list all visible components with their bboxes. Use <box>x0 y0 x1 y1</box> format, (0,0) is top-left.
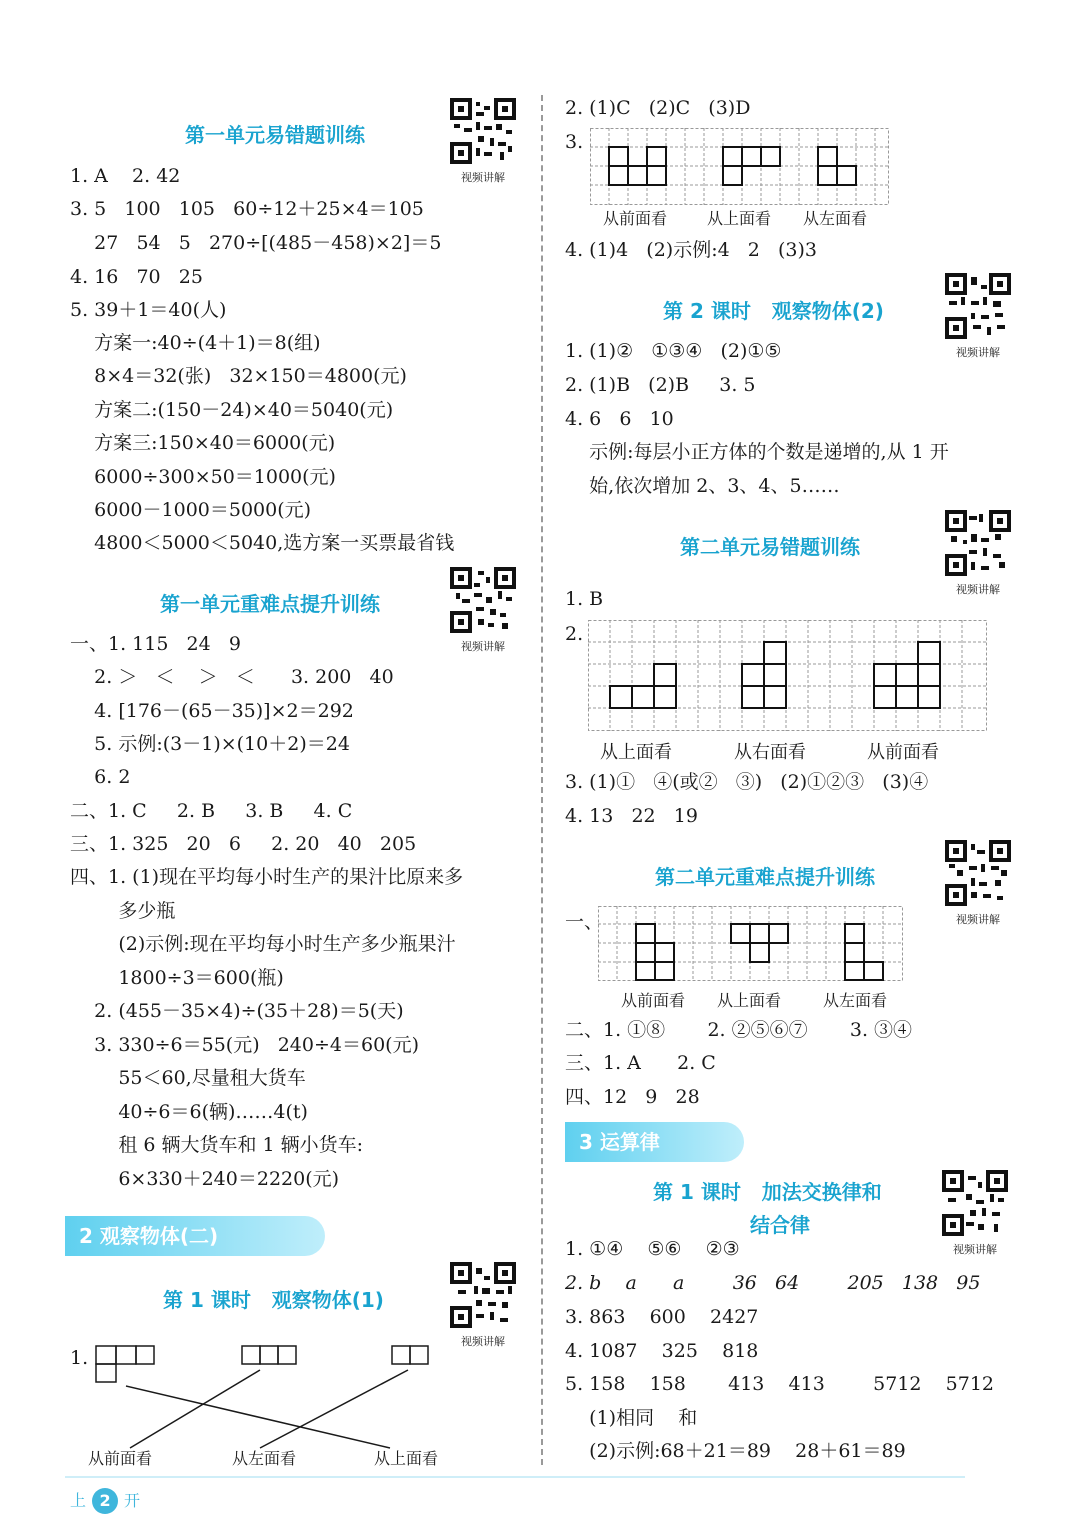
answer-line: 27 54 5 270÷[(485－458)×2]＝5 <box>70 232 442 254</box>
view-matching-diagram <box>90 1340 450 1450</box>
answer-line: 5. 158 158 413 413 5712 5712 <box>565 1373 995 1395</box>
section-heading-lesson1-laws: 第 1 课时 加法交换律和 <box>653 1180 882 1204</box>
qr-code[interactable] <box>945 840 1011 927</box>
page-footer <box>70 1488 140 1514</box>
qr-label: 视频讲解 <box>953 1243 997 1256</box>
answer-line: 4. 6 6 10 <box>565 408 674 430</box>
answer-line: 5. 示例:(3－1)×(10＋2)＝24 <box>70 733 350 755</box>
view-caption: 从左面看 <box>803 209 868 228</box>
qr-label: 视频讲解 <box>461 640 505 653</box>
answer-line: 三、1. 325 20 6 2. 20 40 205 <box>70 833 417 855</box>
qr-code[interactable] <box>945 273 1011 360</box>
answer-line: 1800÷3＝600(瓶) <box>70 967 284 989</box>
answer-line: 4800＜5000＜5040,选方案一买票最省钱 <box>70 532 455 554</box>
qr-label: 视频讲解 <box>956 583 1000 596</box>
answer-line: 6000÷300×50＝1000(元) <box>70 466 336 488</box>
section-heading-unit1-key: 第一单元重难点提升训练 <box>160 592 380 616</box>
answer-line: 一、1. 115 24 9 <box>70 633 241 655</box>
answer-line: 4. [176－(65－35)]×2＝292 <box>70 700 354 722</box>
answer-line: 租 6 辆大货车和 1 辆小货车: <box>70 1134 364 1156</box>
grid-diagram-q2 <box>588 620 988 740</box>
answer-line: 2. (455－35×4)÷(35＋28)＝5(天) <box>70 1000 404 1022</box>
answer-line: 2. (1)C (2)C (3)D <box>565 97 751 119</box>
qr-label: 视频讲解 <box>461 171 505 184</box>
answer-line: 2. ＞ ＜ ＞ ＜ 3. 200 40 <box>70 666 394 688</box>
answer-line: 3. 5 100 105 60÷12＋25×4＝105 <box>70 198 424 220</box>
qr-code-icon <box>945 510 1011 576</box>
qr-code[interactable] <box>942 1170 1008 1257</box>
view-caption: 从前面看 <box>867 742 939 763</box>
view-caption: 从上面看 <box>374 1449 439 1468</box>
section-heading-unit2-errors: 第二单元易错题训练 <box>680 535 860 559</box>
view-caption: 从前面看 <box>88 1449 153 1468</box>
grid-diagram-q3 <box>590 128 890 208</box>
answer-line: 三、1. A 2. C <box>565 1052 716 1074</box>
section-heading-lesson2: 第 2 课时 观察物体(2) <box>663 299 884 323</box>
answer-line: 二、1. C 2. B 3. B 4. C <box>70 800 353 822</box>
question-number: 2. <box>565 623 584 645</box>
answer-line: 四、1. (1)现在平均每小时生产的果汁比原来多 <box>70 866 464 888</box>
view-caption: 从前面看 <box>603 209 668 228</box>
answer-line: (1)相同 和 <box>565 1407 698 1429</box>
question-number: 1. <box>70 1347 89 1369</box>
answer-line: 8×4＝32(张) 32×150＝4800(元) <box>70 365 407 387</box>
section-heading-lesson1: 第 1 课时 观察物体(1) <box>163 1288 384 1312</box>
answer-line: 6×330＋240＝2220(元) <box>70 1168 340 1190</box>
answer-line: 40÷6＝6(辆)……4(t) <box>70 1101 308 1123</box>
answer-line: 方案一:40÷(4＋1)＝8(组) <box>70 332 321 354</box>
footer-rule <box>65 1476 965 1478</box>
page-number: 2 <box>92 1488 118 1514</box>
section-heading-unit2-key: 第二单元重难点提升训练 <box>655 865 875 889</box>
view-caption: 从上面看 <box>707 209 772 228</box>
grid-diagram-unit2 <box>598 906 908 986</box>
answer-line: 方案二:(150－24)×40＝5040(元) <box>70 399 394 421</box>
qr-label: 视频讲解 <box>956 913 1000 926</box>
answer-line: 3. 330÷6＝55(元) 240÷4＝60(元) <box>70 1034 419 1056</box>
answer-line: 多少瓶 <box>70 900 176 922</box>
answer-line: 4. 13 22 19 <box>565 805 698 827</box>
answer-line: 始,依次增加 2、3、4、5…… <box>565 475 840 497</box>
section-heading-unit1-errors: 第一单元易错题训练 <box>185 123 365 147</box>
qr-code-icon <box>450 98 516 164</box>
answer-line: 二、1. ①⑧ 2. ②⑤⑥⑦ 3. ③④ <box>565 1019 913 1041</box>
answer-line: 6. 2 <box>70 766 131 788</box>
view-caption: 从左面看 <box>823 991 888 1010</box>
view-caption: 从上面看 <box>717 991 782 1010</box>
qr-label: 视频讲解 <box>956 346 1000 359</box>
answer-line: 1. B <box>565 588 604 610</box>
answer-line: 4. 16 70 25 <box>70 266 203 288</box>
chapter-banner-2: 2 观察物体(二) <box>65 1216 325 1256</box>
answer-line: 示例:每层小正方体的个数是递增的,从 1 开 <box>565 441 949 463</box>
qr-code-icon <box>945 840 1011 906</box>
column-divider <box>541 95 543 1465</box>
answer-line: 5. 39＋1＝40(人) <box>70 299 227 321</box>
qr-code-icon <box>450 567 516 633</box>
qr-code-icon <box>945 273 1011 339</box>
answer-line: (2)示例:68＋21＝89 28＋61＝89 <box>565 1440 906 1462</box>
answer-line: 1. ①④ ⑤⑥ ②③ <box>565 1238 740 1260</box>
answer-line: 2. (1)B (2)B 3. 5 <box>565 374 756 396</box>
qr-label: 视频讲解 <box>461 1335 505 1348</box>
answer-line: 方案三:150×40＝6000(元) <box>70 432 336 454</box>
footer-left: 上 <box>70 1491 87 1510</box>
view-caption: 从前面看 <box>621 991 686 1010</box>
qr-code[interactable] <box>450 567 516 654</box>
answer-line: 55＜60,尽量租大货车 <box>70 1067 306 1089</box>
chapter-banner-3: 3 运算律 <box>565 1122 744 1162</box>
question-number: 一、 <box>565 911 604 933</box>
footer-right: 开 <box>124 1491 141 1510</box>
view-caption: 从左面看 <box>232 1449 297 1468</box>
answer-line: 2. b a a 36 64 205 138 95 <box>565 1272 981 1294</box>
view-caption: 从右面看 <box>734 742 806 763</box>
answer-line: 4. (1)4 (2)示例:4 2 (3)3 <box>565 239 818 261</box>
answer-line: 四、12 9 28 <box>565 1086 700 1108</box>
answer-line: 6000－1000＝5000(元) <box>70 499 312 521</box>
answer-line: 3. (1)① ④(或② ③) (2)①②③ (3)④ <box>565 771 929 793</box>
qr-code[interactable] <box>450 98 516 185</box>
answer-line: 1. (1)② ①③④ (2)①⑤ <box>565 340 782 362</box>
qr-code-icon <box>942 1170 1008 1236</box>
section-heading-lesson1-laws-cont: 结合律 <box>750 1213 810 1237</box>
answer-line: 3. 863 600 2427 <box>565 1306 759 1328</box>
answer-line: (2)示例:现在平均每小时生产多少瓶果汁 <box>70 933 456 955</box>
qr-code-icon <box>450 1262 516 1328</box>
qr-code[interactable] <box>450 1262 516 1349</box>
answer-line: 1. Α 2. 42 <box>70 165 181 187</box>
qr-code[interactable] <box>945 510 1011 597</box>
answer-line: 4. 1087 325 818 <box>565 1340 759 1362</box>
answer-line: 3. <box>565 131 584 153</box>
view-caption: 从上面看 <box>600 742 672 763</box>
